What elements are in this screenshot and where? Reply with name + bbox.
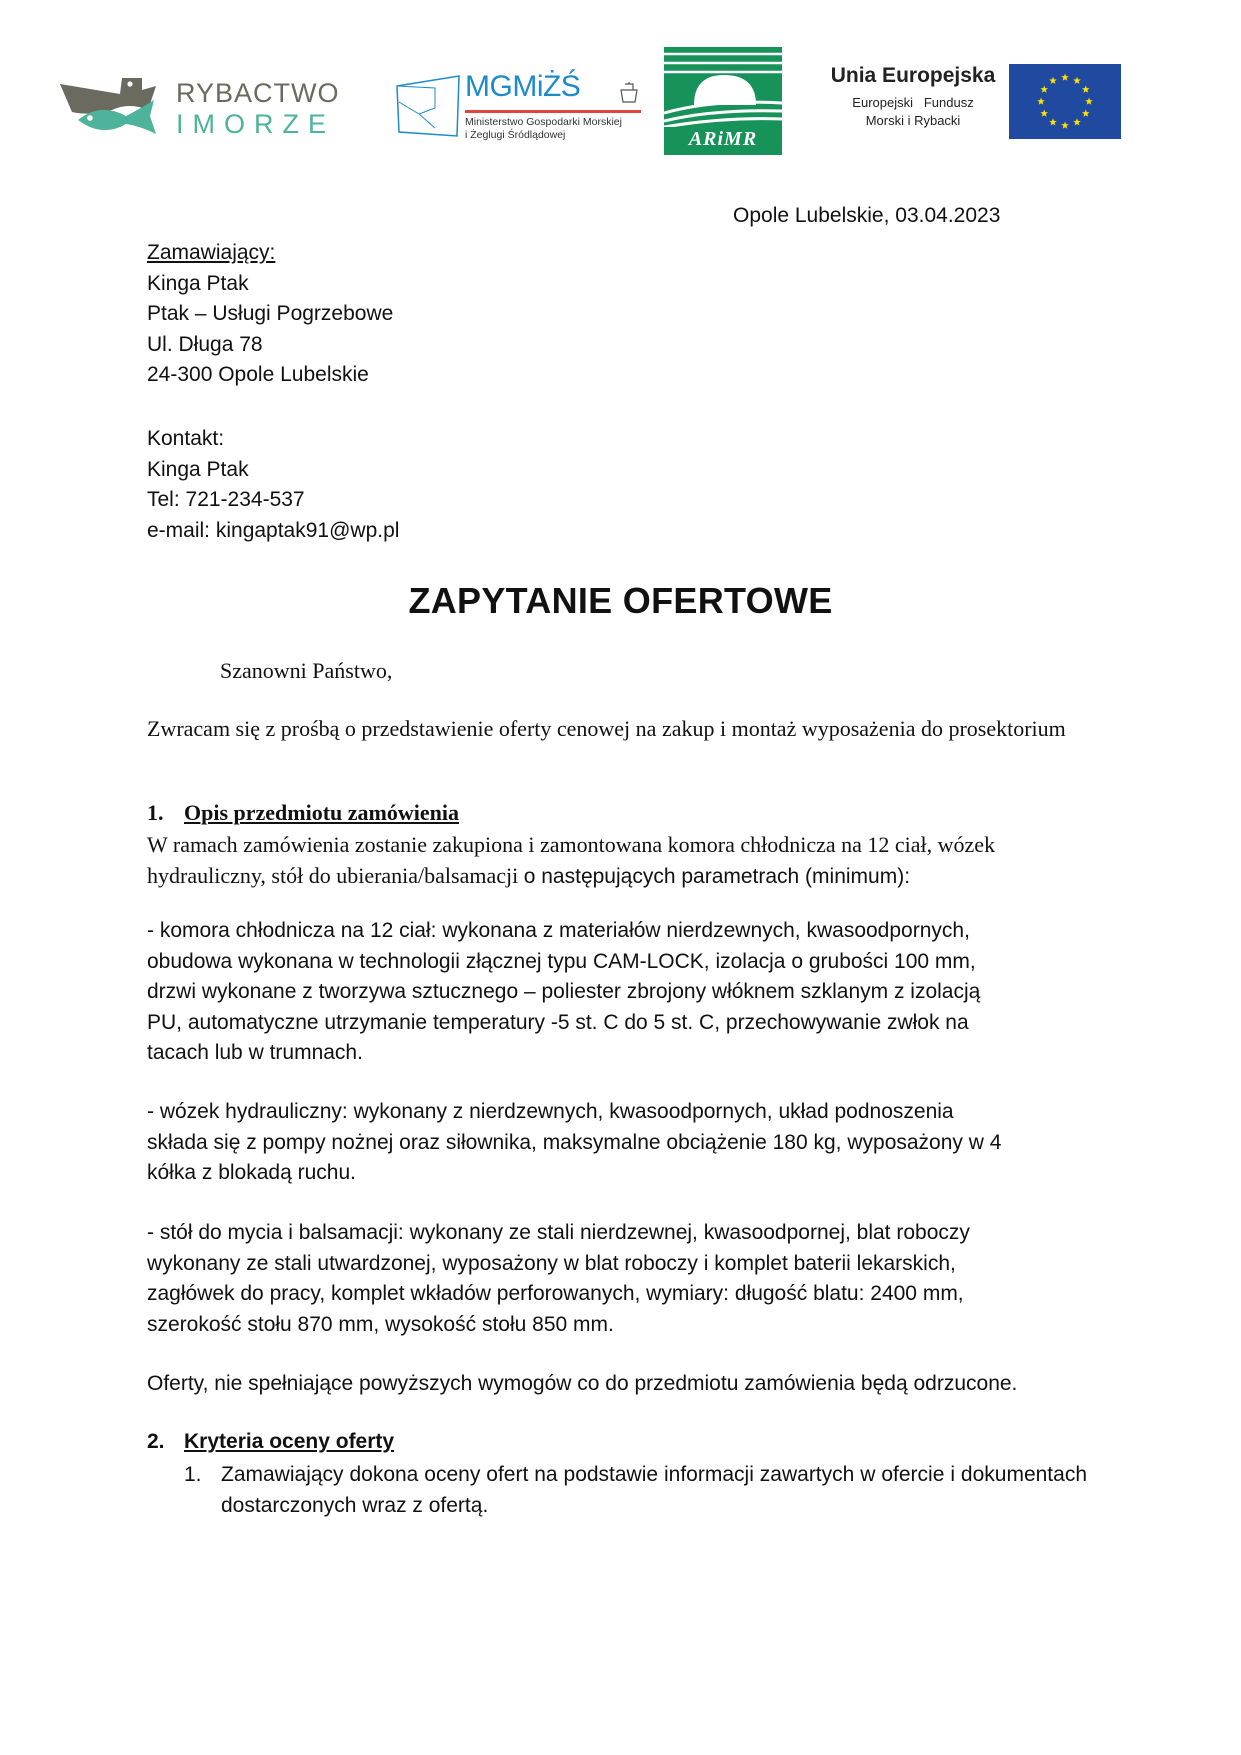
eu-star-icon: [1040, 110, 1048, 117]
logo-mgmizs: [395, 70, 645, 145]
eu-star-icon: [1082, 110, 1090, 117]
rybactwo-text: RYBACTWO: [176, 78, 340, 108]
eu-star-icon: [1049, 118, 1057, 125]
item-line: drzwi wykonane z tworzywa sztucznego – poliester zbrojony włóknem szklanym z izolacją: [147, 980, 981, 1003]
buyer-line: 24-300 Opole Lubelskie: [147, 363, 369, 386]
contact-label: Kontakt:: [147, 427, 225, 450]
eu-star-icon: [1082, 86, 1090, 93]
item-line: - komora chłodnicza na 12 ciał: wykonana z materiałów nierdzewnych, kwasoodpornych,: [147, 919, 970, 942]
closing-paragraph: [147, 1369, 1087, 1400]
sun-field-icon: [664, 47, 782, 127]
logo-unia-europejska: [823, 64, 1123, 144]
eu-star-icon: [1073, 77, 1081, 84]
eu-star-icon: [1037, 98, 1045, 105]
item-line: szerokość stołu 870 mm, wysokość stołu 850 mm.: [147, 1312, 614, 1336]
mgm-red-bar: [465, 110, 641, 113]
greeting: Szanowni Państwo,: [220, 658, 393, 683]
buyer-line: Ptak – Usługi Pogrzebowe: [147, 302, 394, 325]
section-1-body-sans: o następujących parametrach (minimum):: [523, 865, 911, 888]
mgm-subtitle-1: Ministerstwo Gospodarki Morskiej: [465, 116, 622, 128]
closing-line: Oferty, nie spełniające powyższych wymogów co do przedmiotu zamówienia będą odrzucone.: [147, 1372, 1018, 1395]
eu-star-icon: [1040, 86, 1048, 93]
section-title: Opis przedmiotu zamówienia: [184, 800, 459, 825]
section-1-body-serif: W ramach zamówienia zostanie zakupiona i zamontowana komora chłodnicza na 12 ciał, wózek hydrauliczny, stół do ubierania/balsamacji: [147, 832, 996, 888]
buyer-line: Ul. Długa 78: [147, 332, 263, 356]
ue-subtitle-1: Europejski Fundusz: [852, 95, 974, 110]
section-number: 2.: [147, 1430, 165, 1453]
item-line: zagłówek do pracy, komplet wkładów perforowanych, wymiary: długość blatu: 2400 mm,: [147, 1282, 964, 1305]
logo-arimr: [664, 47, 782, 155]
section-1-heading: [147, 800, 459, 826]
i-morze-text: IMORZE: [176, 109, 335, 139]
item-line: PU, automatyczne utrzymanie temperatury -5 st. C do 5 st. C, przechowywanie zwłok na: [147, 1010, 969, 1034]
eu-star-icon: [1049, 77, 1057, 84]
item-line: - stół do mycia i balsamacji: wykonany ze stali nierdzewnej, kwasoodpornej, blat roboczy: [147, 1221, 970, 1244]
ue-subtitle-2: Morski i Rybacki: [865, 113, 961, 128]
header-logos: [0, 44, 1241, 164]
contact-name: Kinga Ptak: [147, 457, 249, 481]
page-title: ZAPYTANIE OFERTOWE: [408, 580, 833, 621]
contact-block: [147, 424, 1089, 546]
section-2-heading: [147, 1430, 394, 1454]
boat-fish-icon: [60, 76, 165, 136]
ue-title: Unia Europejska: [830, 64, 996, 87]
criteria-item-number: 1.: [184, 1463, 202, 1486]
buyer-block: [147, 238, 1089, 391]
criteria-item-text: Zamawiający dokona oceny ofert na podstawie informacji zawartych w ofercie i dokumentach dostarczonych wraz z ofertą.: [221, 1463, 1087, 1517]
eu-star-icon: [1061, 74, 1069, 81]
item-line: obudowa wykonana w technologii złącznej typu CAM-LOCK, izolacja o grubości 100 mm,: [147, 949, 976, 973]
contact-email: e-mail: kingaptak91@wp.pl: [147, 518, 400, 542]
item-line: tacach lub w trumnach.: [147, 1041, 363, 1064]
buyer-label: Zamawiający:: [147, 241, 276, 264]
item-line: kółka z blokadą ruchu.: [147, 1161, 356, 1184]
intro-paragraph: Zwracam się z prośbą o przedstawienie oferty cenowej na zakup i montaż wyposażenia do prosektorium: [147, 716, 1066, 741]
eu-flag-icon: [1009, 64, 1121, 139]
arimr-text: ARiMR: [688, 128, 758, 150]
section-number: 1.: [147, 800, 164, 825]
eu-star-icon: [1085, 98, 1093, 105]
section-title: Kryteria oceny oferty: [184, 1430, 395, 1453]
eu-star-icon: [1061, 122, 1069, 129]
section-1-body: [147, 829, 1087, 892]
contact-phone: Tel: 721-234-537: [147, 488, 305, 511]
mgm-title: MGMiŻŚ: [465, 70, 581, 103]
date-line: Opole Lubelskie, 03.04.2023: [733, 204, 1001, 227]
mgm-subtitle-2: i Żeglugi Śródlądowej: [465, 129, 566, 141]
item-komora: [147, 916, 1087, 1069]
logo-rybactwo-i-morze: [66, 74, 346, 144]
buyer-line: Kinga Ptak: [147, 271, 249, 295]
item-stol: [147, 1218, 1087, 1340]
ship-icon: [617, 80, 641, 104]
item-line: - wózek hydrauliczny: wykonany z nierdzewnych, kwasoodpornych, układ podnoszenia: [147, 1100, 954, 1123]
item-wozek: [147, 1097, 1087, 1189]
item-line: wykonany ze stali utwardzonej, wyposażony w blat roboczy i komplet baterii lekarskich,: [147, 1251, 956, 1275]
eu-star-icon: [1073, 118, 1081, 125]
ministry-map-icon: [395, 74, 461, 140]
item-line: składa się z pompy nożnej oraz siłownika, maksymalne obciążenie 180 kg, wyposażony w 4: [147, 1130, 1002, 1154]
